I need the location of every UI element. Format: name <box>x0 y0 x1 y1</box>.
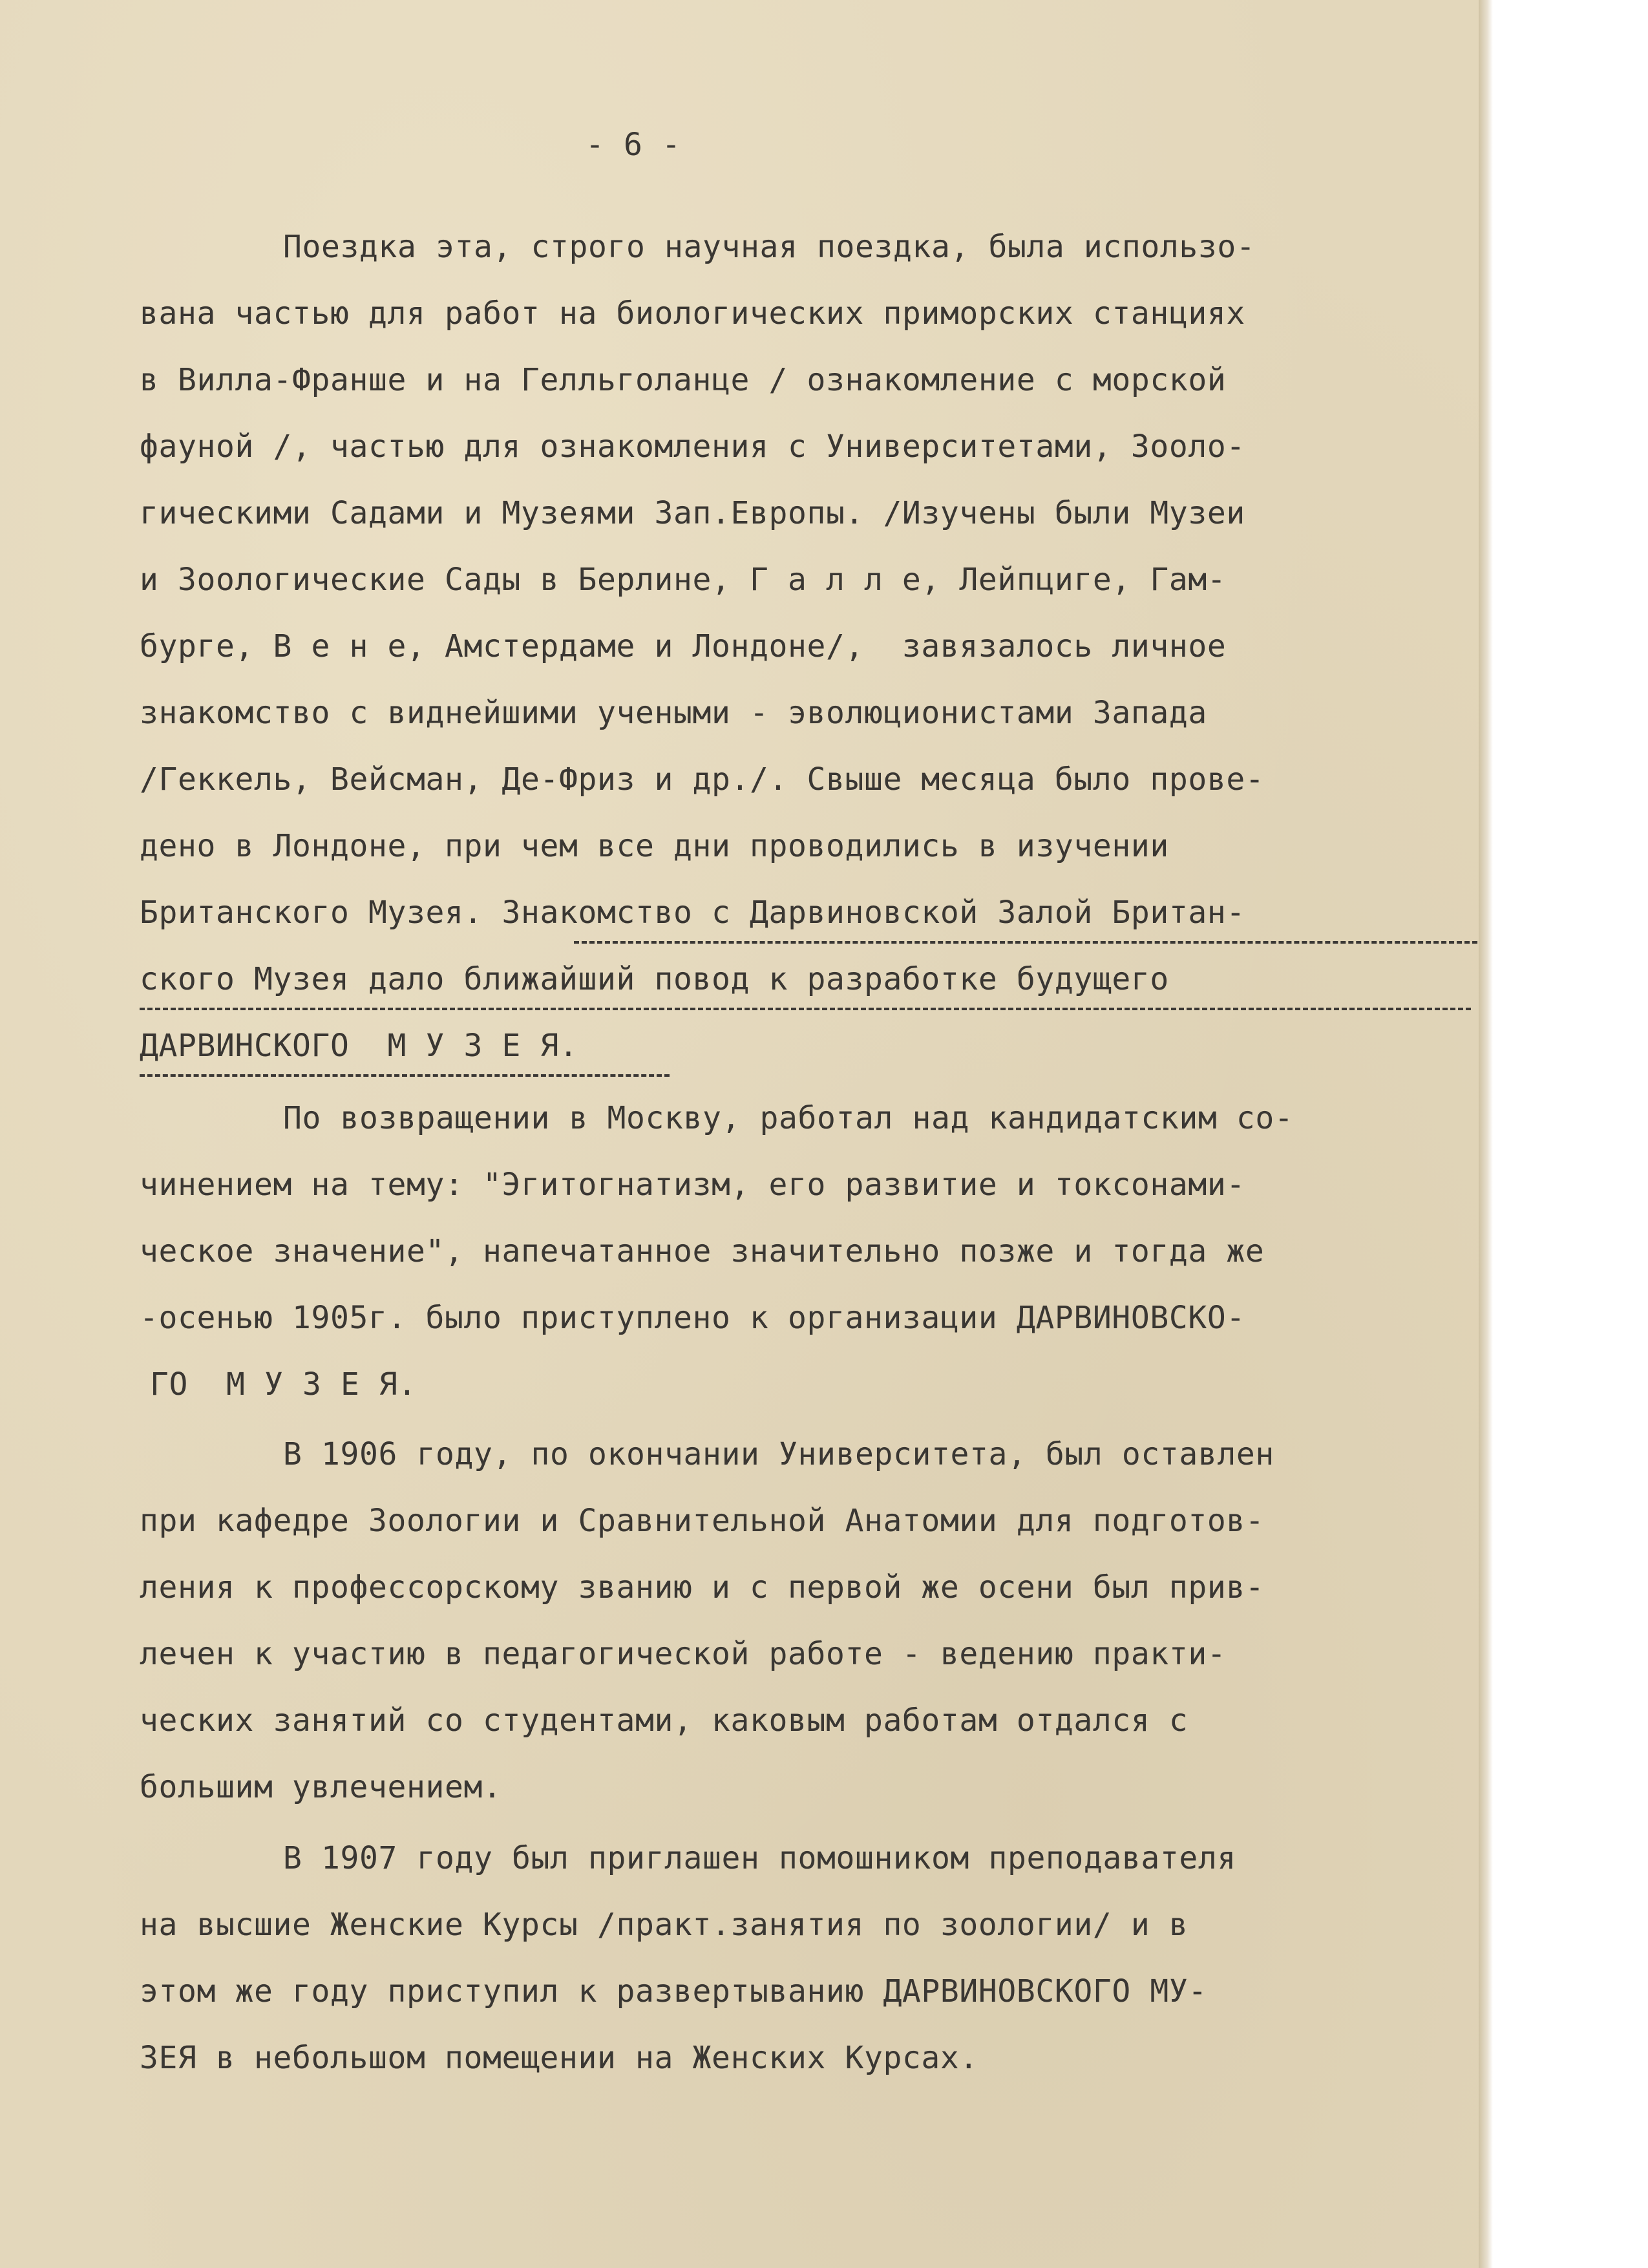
text-line: дено в Лондоне, при чем все дни проводились в изучении <box>140 828 1169 864</box>
text-line: ления к профессорскому званию и с первой же осени был прив- <box>140 1569 1265 1606</box>
text-line: вана частью для работ на биологических приморских станциях <box>140 295 1245 332</box>
text-line: и Зоологические Сады в Берлине, Г а л л е, Лейпциге, Гам- <box>140 562 1227 598</box>
text-line: бурге, В е н е, Амстердаме и Лондоне/, завязалось личное <box>140 628 1227 664</box>
underline-mark <box>574 941 1485 944</box>
text-line: на высшие Женские Курсы /практ.занятия по зоологии/ и в <box>140 1907 1188 1943</box>
text-line: чинением на тему: "Эгитогнатизм, его развитие и токсонами- <box>140 1167 1245 1203</box>
paper-edge-shadow <box>1479 0 1493 2268</box>
text-line: гическими Садами и Музеями Зап.Европы. /Изучены были Музеи <box>140 495 1245 531</box>
text-line: /Геккель, Вейсман, Де-Фриз и др./. Свыше месяца было прове- <box>140 761 1265 798</box>
text-line: знакомство с виднейшими учеными - эволюционистами Запада <box>140 695 1207 731</box>
text-line: В 1907 году был приглашен помошником преподавателя <box>283 1840 1236 1876</box>
text-line: этом же году приступил к развертыванию ДАРВИНОВСКОГО МУ- <box>140 1973 1207 2009</box>
text-line: ского Музея дало ближайший повод к разработке будущего <box>140 961 1169 997</box>
text-line: при кафедре Зоологии и Сравнительной Анатомии для подготов- <box>140 1503 1265 1539</box>
text-line: лечен к участию в педагогической работе - ведению практи- <box>140 1636 1227 1672</box>
text-line: ческое значение", напечатанное значительно позже и тогда же <box>140 1233 1265 1269</box>
text-line: ГО М У З Е Я. <box>150 1366 417 1403</box>
text-line: ческих занятий со студентами, каковым работам отдался с <box>140 1702 1188 1739</box>
underline-mark <box>140 1074 670 1077</box>
page-number: - 6 - <box>586 127 681 163</box>
text-line: фауной /, частью для ознакомления с Университетами, Зооло- <box>140 429 1245 465</box>
text-line: Поездка эта, строго научная поездка, была использо- <box>283 229 1256 265</box>
text-line: ЗЕЯ в небольшом помещении на Женских Курсах. <box>140 2040 978 2076</box>
text-line: По возвращении в Москву, работал над кандидатским со- <box>283 1100 1294 1136</box>
text-line: большим увлечением. <box>140 1769 502 1805</box>
underline-mark <box>140 1008 1471 1010</box>
text-line: Британского Музея. Знакомство с Дарвиновской Залой Британ- <box>140 895 1245 931</box>
text-line: в Вилла-Франше и на Гелльголанце / ознакомление с морской <box>140 362 1227 398</box>
text-line: -осенью 1905г. было приступлено к организации ДАРВИНОВСКО- <box>140 1300 1245 1336</box>
text-line: ДАРВИНСКОГО М У З Е Я. <box>140 1028 578 1064</box>
text-line: В 1906 году, по окончании Университета, был оставлен <box>283 1436 1274 1472</box>
